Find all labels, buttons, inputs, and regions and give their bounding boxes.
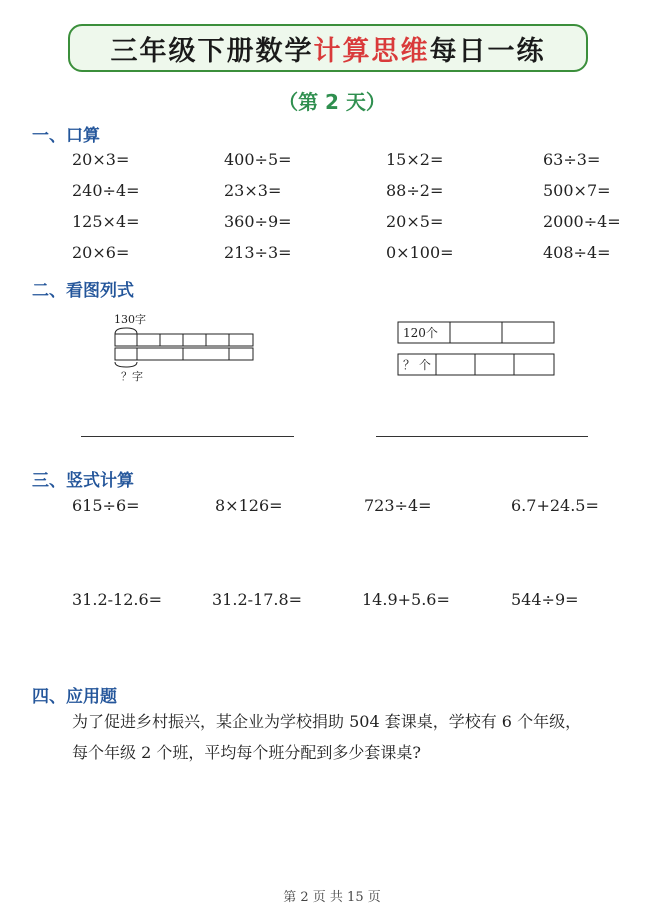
oral-problem: 360÷9= bbox=[224, 212, 292, 231]
vertical-problem: 14.9+5.6= bbox=[362, 590, 450, 609]
vertical-problem: 723÷4= bbox=[364, 496, 432, 515]
section-vertical-heading: 三、竖式计算 bbox=[32, 471, 134, 491]
bar-diagram-left bbox=[100, 308, 270, 388]
vertical-problem: 544÷9= bbox=[511, 590, 579, 609]
oral-problem: 2000÷4= bbox=[543, 212, 621, 231]
answer-line-left bbox=[81, 436, 294, 437]
diagram-right-row2-label: ？ 个 bbox=[403, 358, 431, 372]
word-problem-line: 为了促进乡村振兴，某企业为学校捐助 504 套课桌，学校有 6 个年级， bbox=[72, 712, 582, 731]
title-part1: 三年级下册数学 bbox=[110, 35, 314, 67]
oral-problem: 15×2= bbox=[386, 150, 444, 169]
section-diagram-heading: 二、看图列式 bbox=[32, 281, 134, 301]
oral-problem: 408÷4= bbox=[543, 243, 611, 262]
title-part3: 每日一练 bbox=[429, 35, 546, 67]
vertical-problem: 31.2-17.8= bbox=[212, 590, 303, 609]
vertical-problem: 6.7+24.5= bbox=[511, 496, 599, 515]
word-problem-line: 每个年级 2 个班，平均每个班分配到多少套课桌? bbox=[72, 743, 421, 762]
day-label: （第 2 天） bbox=[278, 90, 386, 114]
bar-diagram-right bbox=[390, 316, 560, 382]
oral-problem: 63÷3= bbox=[543, 150, 601, 169]
diagram-left-bottom-label: ？字 bbox=[121, 370, 143, 383]
section-oral-heading: 一、口算 bbox=[32, 126, 100, 146]
diagram-right-row1-label: 120个 bbox=[403, 326, 438, 340]
oral-problem: 88÷2= bbox=[386, 181, 444, 200]
diagram-left-top-label: 130字 bbox=[114, 313, 146, 326]
oral-problem: 213÷3= bbox=[224, 243, 292, 262]
oral-problem: 400÷5= bbox=[224, 150, 292, 169]
answer-line-right bbox=[376, 436, 588, 437]
oral-problem: 500×7= bbox=[543, 181, 611, 200]
vertical-problem: 615÷6= bbox=[72, 496, 140, 515]
oral-problem: 23×3= bbox=[224, 181, 282, 200]
section-word-heading: 四、应用题 bbox=[32, 687, 117, 707]
page-footer: 第 2 页 共 15 页 bbox=[283, 890, 381, 905]
title-highlight: 计算思维 bbox=[313, 35, 430, 67]
oral-problem: 125×4= bbox=[72, 212, 140, 231]
vertical-problem: 31.2-12.6= bbox=[72, 590, 163, 609]
oral-problem: 20×3= bbox=[72, 150, 130, 169]
oral-problem: 20×5= bbox=[386, 212, 444, 231]
worksheet-title bbox=[68, 24, 588, 72]
oral-problem: 240÷4= bbox=[72, 181, 140, 200]
vertical-problem: 8×126= bbox=[215, 496, 283, 515]
oral-problem: 20×6= bbox=[72, 243, 130, 262]
word-problem-text bbox=[72, 706, 632, 768]
oral-problem: 0×100= bbox=[386, 243, 454, 262]
